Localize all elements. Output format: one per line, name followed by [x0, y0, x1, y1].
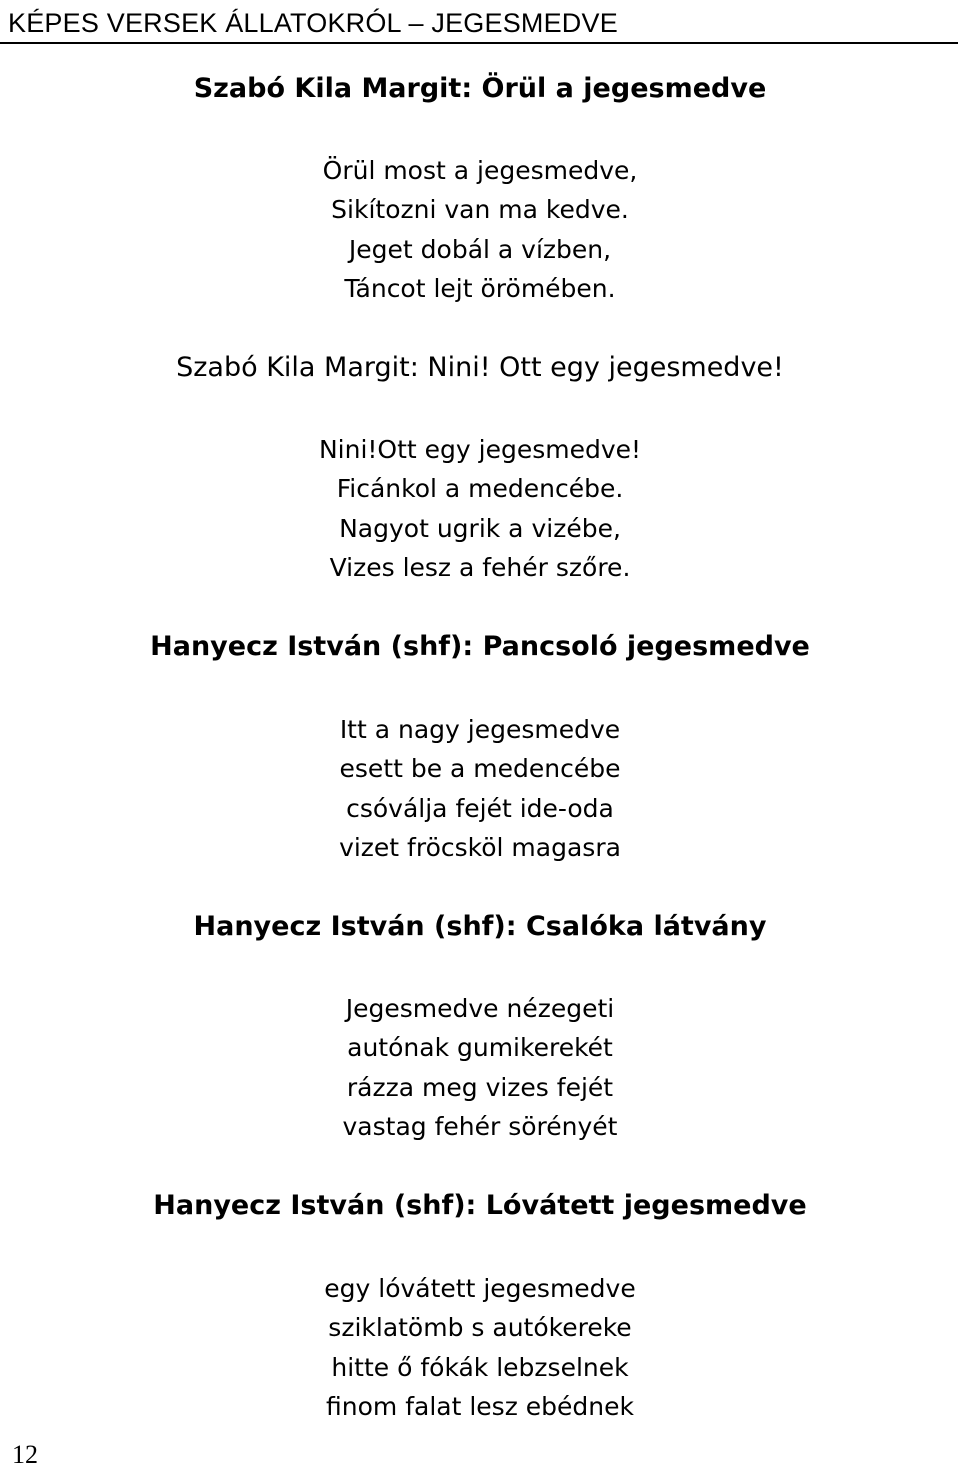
poem-stanza: [0, 151, 960, 308]
poem-line: hitte ő fókák lebzselnek: [331, 1352, 629, 1382]
header-rule: [0, 42, 958, 44]
poem-line: vizet fröcsköl magasra: [339, 832, 621, 862]
poem-line: Sikítozni van ma kedve.: [331, 195, 629, 225]
page-number: 12: [12, 1440, 38, 1469]
poem-line: Vizes lesz a fehér szőre.: [329, 552, 631, 582]
poem-stanza: [0, 1269, 960, 1426]
poem-line: esett be a medencébe: [339, 754, 621, 784]
poem-line: csóválja fejét ide-oda: [346, 793, 614, 823]
poem-title: Hanyecz István (shf): Lóvátett jegesmedve: [153, 1190, 807, 1221]
poem-line: egy lóvátett jegesmedve: [324, 1274, 636, 1303]
poem-line: finom falat lesz ebédnek: [326, 1391, 634, 1421]
poem-line: Jeget dobál a vízben,: [348, 234, 612, 264]
poem-title: Hanyecz István (shf): Pancsoló jegesmedve: [150, 631, 810, 662]
poem-stanza: [0, 430, 960, 587]
running-header: KÉPES VERSEK ÁLLATOKRÓL – JEGESMEDVE: [8, 8, 618, 38]
poem-line: Nini!Ott egy jegesmedve!: [318, 435, 642, 464]
poem-line: sziklatömb s autókereke: [328, 1313, 632, 1343]
poem-line: Jegesmedve nézegeti: [345, 994, 615, 1023]
poem-title: Szabó Kila Margit: Nini! Ott egy jegesmedve!: [176, 352, 784, 383]
poem-stanza: [0, 989, 960, 1146]
poem-line: rázza meg vizes fejét: [346, 1072, 614, 1102]
poem-line: Táncot lejt örömében.: [344, 273, 616, 303]
poem-stanza: [0, 710, 960, 867]
poem-line: Örül most a jegesmedve,: [322, 156, 638, 185]
poem-line: autónak gumikerekét: [347, 1033, 613, 1063]
poem-line: Itt a nagy jegesmedve: [339, 715, 621, 744]
poem-line: Nagyot ugrik a vizébe,: [339, 513, 621, 543]
poem-line: Ficánkol a medencébe.: [336, 474, 624, 504]
poem-title: Hanyecz István (shf): Csalóka látvány: [193, 911, 767, 942]
poem-line: vastag fehér sörényét: [342, 1111, 618, 1141]
poem-title: Szabó Kila Margit: Örül a jegesmedve: [193, 73, 767, 104]
